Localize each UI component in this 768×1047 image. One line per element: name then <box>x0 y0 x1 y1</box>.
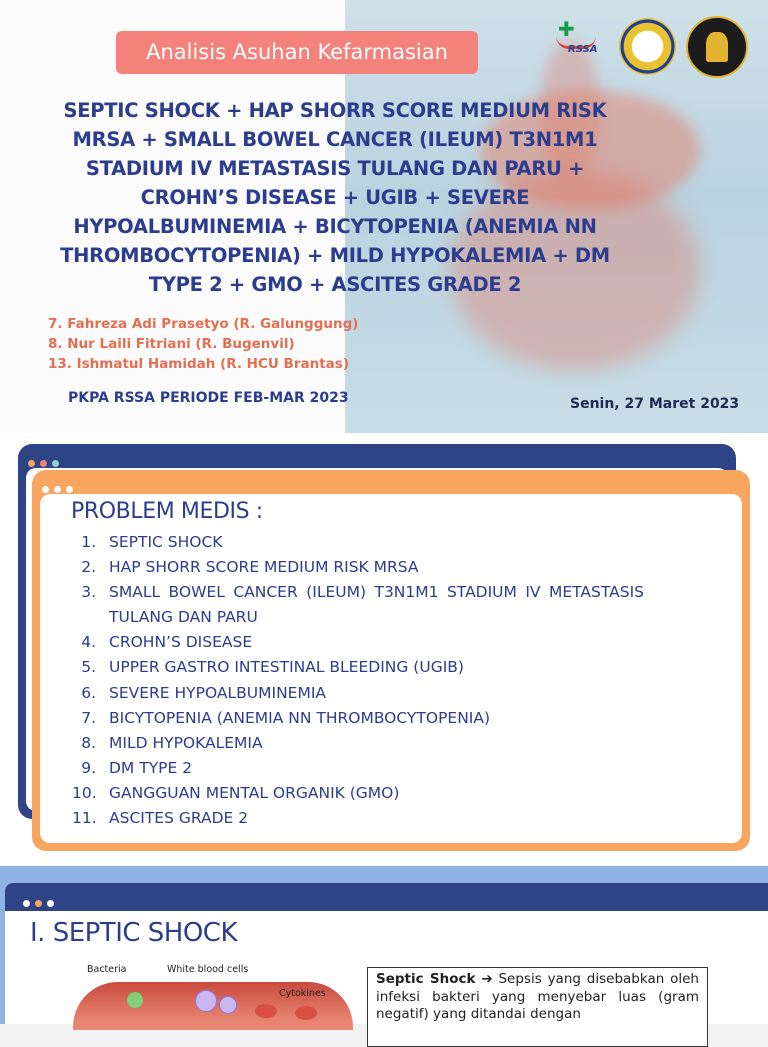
program-period: PKPA RSSA PERIODE FEB-MAR 2023 <box>68 390 349 406</box>
window-dot-icon <box>47 900 54 907</box>
window-dot-icon <box>23 900 30 907</box>
brawijaya-logo <box>686 16 748 78</box>
window-dot-icon <box>40 460 47 467</box>
window-dot-icon <box>66 486 73 493</box>
definition-text: Sepsis yang disebabkan oleh infeksi bakteri yang menyebar luas (gram negatif) yang ditandai dengan <box>376 971 699 1022</box>
author-list <box>48 314 358 374</box>
list-item <box>72 555 644 580</box>
item-number: 4. <box>81 633 96 652</box>
list-item <box>72 630 644 655</box>
title-line: MRSA + SMALL BOWEL CANCER (ILEUM) T3N1M1 <box>72 128 598 151</box>
slide-title <box>40 96 630 299</box>
author-item: 8. Nur Laili Fitriani (R. Bugenvil) <box>48 336 295 352</box>
section-heading: I. SEPTIC SHOCK <box>30 918 237 948</box>
item-text: SMALL BOWEL CANCER (ILEUM) T3N1M1 STADIUM IV METASTASIS TULANG DAN PARU <box>109 583 644 627</box>
list-item <box>72 530 644 555</box>
title-line: HYPOALBUMINEMIA + BICYTOPENIA (ANEMIA NN <box>73 215 597 238</box>
item-text: BICYTOPENIA (ANEMIA NN THROMBOCYTOPENIA) <box>109 708 491 727</box>
item-text: SEVERE HYPOALBUMINEMIA <box>109 683 327 702</box>
definition-term: Septic Shock <box>376 971 476 987</box>
item-text: GANGGUAN MENTAL ORGANIK (GMO) <box>109 783 400 802</box>
item-number: 9. <box>81 758 96 777</box>
item-text: SEPTIC SHOCK <box>109 533 223 551</box>
university-seal-logo <box>619 18 676 75</box>
diagram-label: Bacteria <box>87 964 127 975</box>
item-text: ASCITES GRADE 2 <box>109 809 249 828</box>
rssa-logo <box>552 18 610 68</box>
window-dot-icon <box>35 900 42 907</box>
window-dot-icon <box>52 460 59 467</box>
title-line: CROHN’S DISEASE + UGIB + SEVERE <box>140 186 530 209</box>
list-item <box>72 706 644 731</box>
title-line: SEPTIC SHOCK + HAP SHORR SCORE MEDIUM RISK <box>63 99 607 122</box>
list-item <box>72 756 644 781</box>
window-dot-icon <box>54 486 61 493</box>
brawijaya-emblem-icon <box>706 32 728 62</box>
problem-heading: PROBLEM MEDIS : <box>71 499 263 524</box>
list-item <box>72 806 644 831</box>
list-item <box>72 731 644 756</box>
item-text: UPPER GASTRO INTESTINAL BLEEDING (UGIB) <box>109 658 464 677</box>
list-item <box>72 655 644 680</box>
item-number: 8. <box>81 733 96 752</box>
sepsis-diagram <box>55 960 365 1030</box>
item-number: 1. <box>81 533 96 551</box>
title-slide <box>0 0 768 433</box>
item-number: 5. <box>81 658 96 677</box>
problem-list-slide <box>0 433 768 865</box>
list-item <box>72 681 644 706</box>
red-blood-cell-icon <box>295 1006 317 1020</box>
author-item: 7. Fahreza Adi Prasetyo (R. Galunggung) <box>48 316 359 332</box>
item-number: 6. <box>81 683 96 702</box>
item-number: 10. <box>72 783 97 802</box>
diagram-label: White blood cells <box>167 964 249 975</box>
rssa-logo-text: RSSA <box>568 44 598 55</box>
white-blood-cell-icon <box>219 996 237 1014</box>
red-blood-cell-icon <box>255 1004 277 1018</box>
item-number: 7. <box>81 708 96 727</box>
bacteria-icon <box>127 992 143 1008</box>
rssa-cross-icon: ✚ <box>558 17 575 41</box>
problem-list <box>72 530 644 831</box>
definition-box <box>367 967 708 1047</box>
item-text: CROHN’S DISEASE <box>109 633 253 652</box>
window-dot-icon <box>42 486 49 493</box>
item-text: DM TYPE 2 <box>109 758 193 777</box>
header-pill: Analisis Asuhan Kefarmasian <box>116 31 478 74</box>
list-item <box>72 781 644 806</box>
item-text: MILD HYPOKALEMIA <box>109 733 263 752</box>
item-number: 2. <box>81 558 96 577</box>
title-line: STADIUM IV METASTASIS TULANG DAN PARU + <box>85 157 585 180</box>
list-item <box>72 580 644 630</box>
presentation-date: Senin, 27 Maret 2023 <box>570 396 740 412</box>
arrow-icon: ➔ <box>481 971 493 987</box>
title-line: TYPE 2 + GMO + ASCITES GRADE 2 <box>148 273 522 296</box>
window-dot-icon <box>28 460 35 467</box>
author-item: 13. Ishmatul Hamidah (R. HCU Brantas) <box>48 356 349 372</box>
title-line: THROMBOCYTOPENIA) + MILD HYPOKALEMIA + DM <box>60 244 610 267</box>
item-text: HAP SHORR SCORE MEDIUM RISK MRSA <box>109 558 419 577</box>
diagram-label: Cytokines <box>279 988 326 999</box>
white-blood-cell-icon <box>195 990 217 1012</box>
window-dots <box>23 892 59 911</box>
item-number: 3. <box>81 583 96 602</box>
item-number: 11. <box>72 809 97 828</box>
